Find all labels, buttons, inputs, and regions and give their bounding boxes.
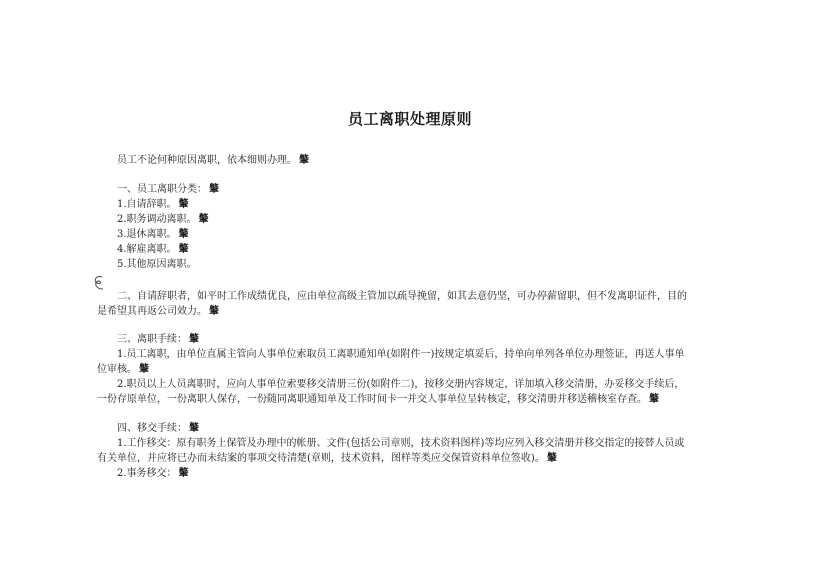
section1-item: [117, 213, 209, 227]
section3-line: [97, 363, 149, 377]
section4-line: [97, 452, 557, 466]
section1-item-text: 3.退休离职。: [117, 229, 177, 240]
section3-line: [97, 393, 659, 407]
section1-item-text: 2.职务调动离职。: [117, 214, 197, 225]
paragraph-mark: 𦘦: [178, 199, 189, 210]
paragraph-mark: 𦘦: [178, 229, 189, 240]
paragraph-mark: 𦘦: [299, 155, 309, 166]
paragraph-mark: 𦘦: [178, 244, 189, 255]
section1-item: [117, 243, 189, 257]
section1-heading-text: 一、员工离职分类：: [117, 184, 207, 195]
section1-item-text: 5.其他原因离职。: [117, 259, 197, 270]
intro-text: 员工不论何种原因离职，依本细则办理。: [117, 155, 297, 166]
section1-heading: [117, 183, 219, 197]
section3-heading: [117, 333, 199, 347]
section3-line: 2.职员以上人员离职时，应向人事单位索要移交清册三份(如附件二)，按移交册内容规定，详加填入移交清册，办妥移交手续后，: [117, 379, 685, 390]
section4-line-text: 2.事务移交：: [117, 468, 177, 479]
section4-line: 1.工作移交：原有职务上保管及办理中的帐册、文件(包括公司章则，技术资料图样)等均应列入移交清册并移交指定的接替人员或: [117, 438, 685, 449]
paragraph-mark: 𦘦: [209, 306, 219, 317]
paragraph-mark: 𦘦: [209, 184, 219, 195]
section1-item-text: 4.解雇离职。: [117, 244, 177, 255]
section1-item: [117, 228, 189, 242]
document-title: 员工离职处理原则: [347, 110, 472, 128]
section1-item-text: 1.自请辞职。: [117, 199, 177, 210]
section4-line-text: 有关单位，并应将已办而未结案的事项交待清楚(章则，技术资料，图样等类应交保管资料单位签收)。: [97, 453, 545, 464]
section3-heading-text: 三、离职手续：: [117, 334, 187, 345]
section4-heading: [117, 422, 199, 436]
section2-line-text: 是希望其再返公司效力。: [97, 306, 207, 317]
section3-line-text: 一份存原单位，一份离职人保存，一份随同离职通知单及工作时间卡一并交人事单位呈转核定，移交清册并移送稽核室存查。: [97, 394, 647, 405]
paragraph-mark: 𦘦: [198, 214, 209, 225]
curl-mark-icon: [92, 274, 106, 292]
section2-line: [97, 305, 219, 319]
paragraph-mark: 𦘦: [189, 423, 199, 434]
paragraph-mark: 𦘦: [178, 468, 189, 479]
section4-line: [117, 467, 189, 481]
section1-item: [117, 258, 197, 272]
paragraph-mark: 𦘦: [546, 453, 557, 464]
section1-item: [117, 198, 189, 212]
paragraph-mark: 𦘦: [189, 334, 199, 345]
paragraph-mark: 𦘦: [139, 364, 149, 375]
intro-line: [117, 154, 309, 168]
paragraph-mark: 𦘦: [649, 394, 659, 405]
section3-line: 1.员工离职，由单位直属主管向人事单位索取员工离职通知单(如附件一)按规定填妥后，持单向单列各单位办理签证，再送人事单: [117, 349, 685, 360]
section3-line-text: 位审核。: [97, 364, 137, 375]
section2-line: 二、自请辞职者，如平时工作成绩优良，应由单位高级主管加以疏导挽留，如其去意仍坚，可办停薪留职，但不发离职证件，目的: [117, 291, 687, 302]
section4-heading-text: 四、移交手续：: [117, 423, 187, 434]
